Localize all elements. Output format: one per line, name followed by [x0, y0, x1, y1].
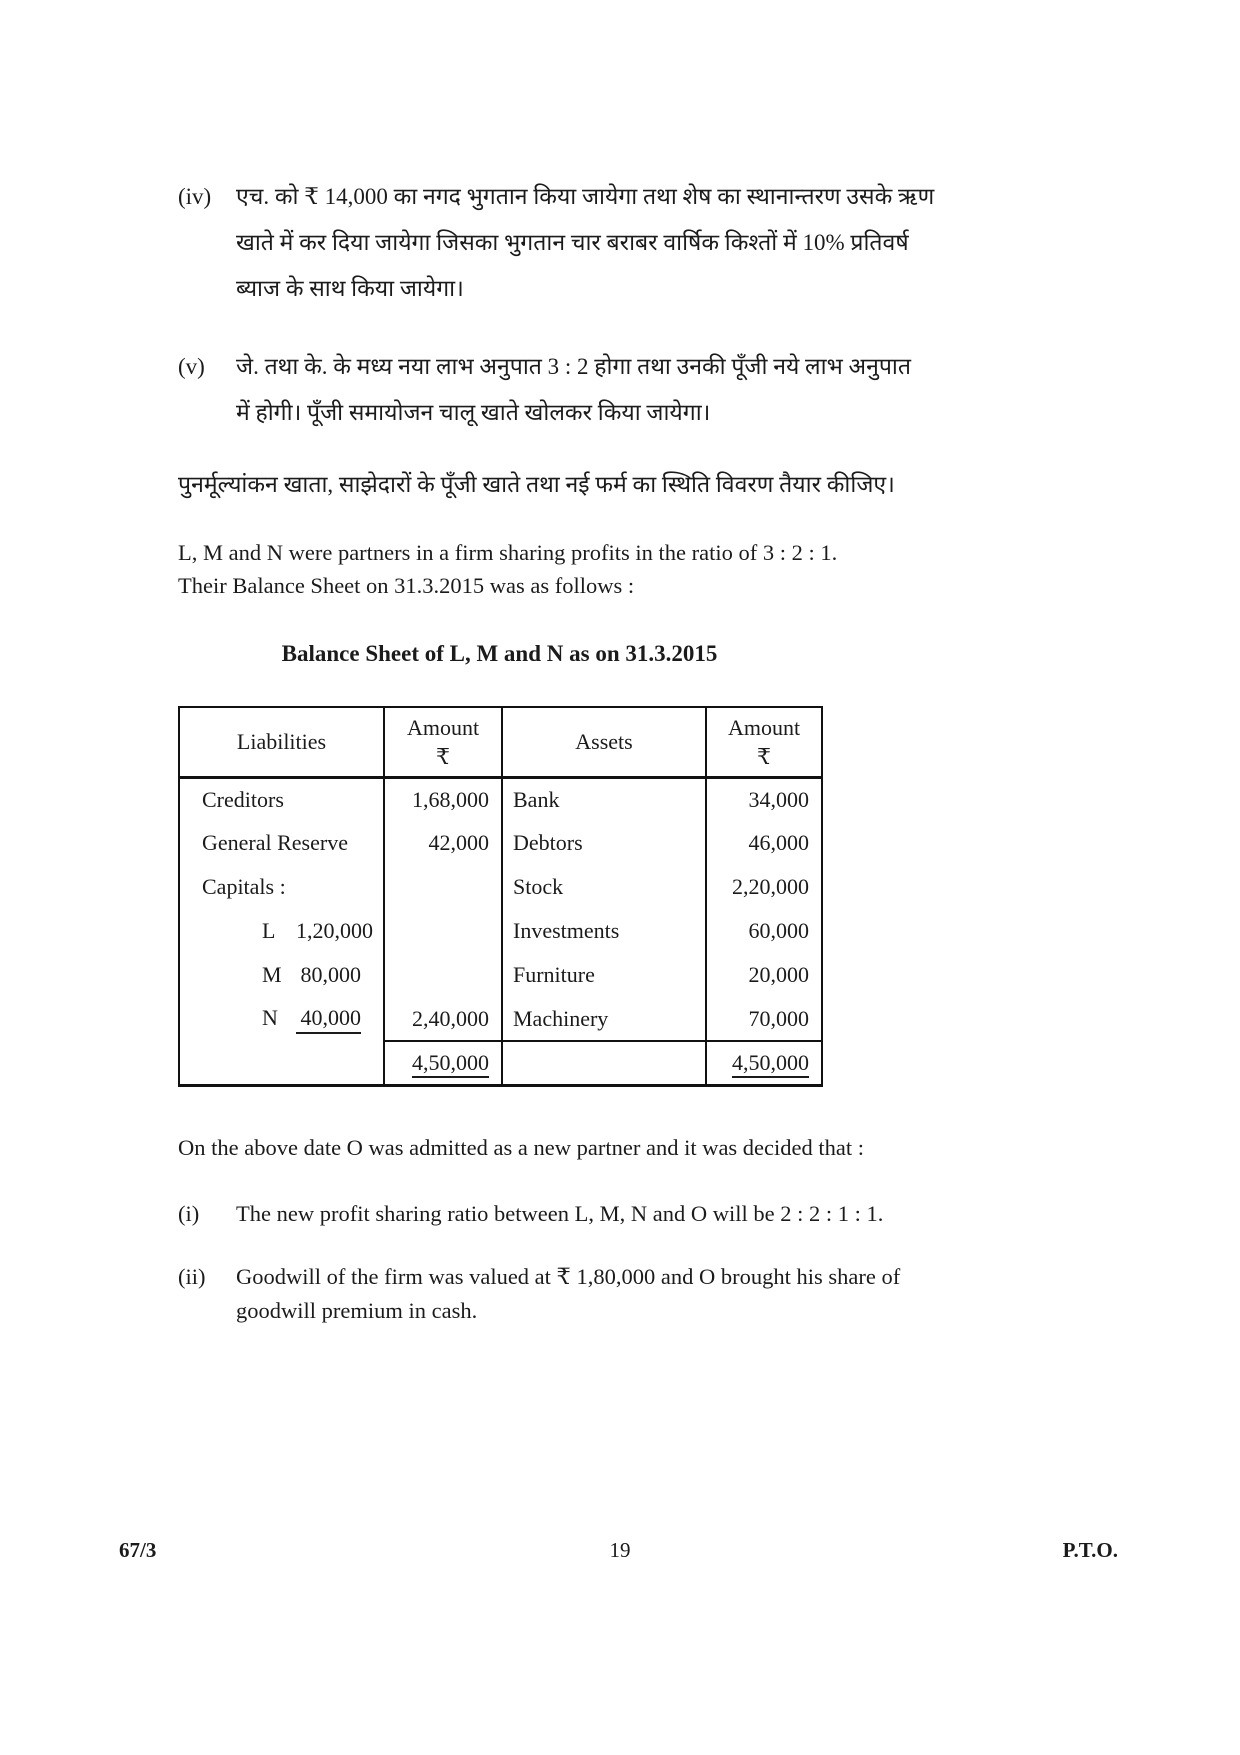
- item-v-line-2: में होगी। पूँजी समायोजन चालू खाते खोलकर किया जायेगा।: [236, 400, 711, 425]
- header-liabilities-label: Liabilities: [236, 729, 327, 755]
- item-iv-label: (iv): [178, 184, 212, 209]
- question-item-iv: [178, 174, 1116, 312]
- item-i-line-1: The new profit sharing ratio between L, M, N and O will be 2 : 2 : 1 : 1.: [236, 1200, 884, 1226]
- item-v-text: [236, 344, 911, 436]
- asset-cell: Furniture: [502, 953, 706, 997]
- intro-line-2: Their Balance Sheet on 31.3.2015 was as follows :: [178, 573, 635, 598]
- liability-cell: [179, 909, 384, 953]
- asset-cell: Machinery: [502, 997, 706, 1041]
- page-number: 19: [609, 1538, 631, 1562]
- asset-amount-cell: 46,000: [706, 821, 822, 865]
- liability-amount-cell: 1,68,000: [384, 777, 502, 821]
- header-assets: [502, 707, 706, 777]
- totals-row: [179, 1041, 822, 1085]
- item-iv-line-3: ब्याज के साथ किया जायेगा।: [236, 276, 464, 301]
- balance-sheet-header-row: [179, 707, 822, 777]
- intro-english: [178, 536, 1116, 602]
- capital-partner: N: [262, 1004, 278, 1030]
- asset-amount-cell: 60,000: [706, 909, 822, 953]
- liability-cell: Capitals :: [202, 874, 286, 899]
- table-row: [179, 953, 822, 997]
- item-i-text: [236, 1197, 883, 1230]
- liability-amount-cell: [384, 865, 502, 909]
- capital-entry: [180, 1005, 383, 1034]
- rupee-symbol-left: ₹: [436, 743, 450, 769]
- asset-cell: Debtors: [502, 821, 706, 865]
- instruction-hindi: पुनर्मूल्यांकन खाता, साझेदारों के पूँजी खाते तथा नई फर्म का स्थिति विवरण तैयार कीजिए।: [178, 472, 895, 497]
- condition-item-i: [178, 1197, 1116, 1230]
- asset-amount-cell: 34,000: [706, 777, 822, 821]
- header-assets-label: Assets: [575, 729, 633, 755]
- liability-amount-cell: 2,40,000: [384, 997, 502, 1041]
- asset-amount-cell: 20,000: [706, 953, 822, 997]
- item-ii-line-2: goodwill premium in cash.: [236, 1297, 478, 1323]
- capital-entry: [180, 918, 383, 944]
- capital-value-underlined: 40,000: [296, 1005, 361, 1034]
- item-iv-line-1: एच. को ₹ 14,000 का नगद भुगतान किया जायेगा तथा शेष का स्थानान्तरण उसके ऋण: [236, 184, 935, 209]
- rupee-symbol-right: ₹: [757, 743, 771, 769]
- item-ii-label: (ii): [178, 1263, 206, 1289]
- admission-note: On the above date O was admitted as a new partner and it was decided that :: [178, 1134, 865, 1160]
- item-ii-line-1: Goodwill of the firm was valued at ₹ 1,80,000 and O brought his share of: [236, 1263, 901, 1289]
- table-row: [179, 909, 822, 953]
- totals-assets-empty-cell: [502, 1041, 706, 1085]
- liabilities-total-value: 4,50,000: [412, 1050, 489, 1078]
- page-footer: [0, 1538, 1240, 1568]
- liability-amount-cell: [384, 909, 502, 953]
- intro-line-1: L, M and N were partners in a firm sharing profits in the ratio of 3 : 2 : 1.: [178, 540, 838, 565]
- asset-cell: Investments: [502, 909, 706, 953]
- item-v-line-1: जे. तथा के. के मध्य नया लाभ अनुपात 3 : 2 होगा तथा उनकी पूँजी नये लाभ अनुपात: [236, 354, 912, 379]
- liability-cell: General Reserve: [202, 830, 348, 855]
- asset-amount-cell: 70,000: [706, 997, 822, 1041]
- paper-code: 67/3: [119, 1538, 157, 1562]
- header-amount-right: [706, 707, 822, 777]
- table-row: [179, 821, 822, 865]
- asset-cell: Stock: [502, 865, 706, 909]
- header-amount-right-label: Amount: [727, 714, 801, 740]
- liability-amount-cell: 42,000: [384, 821, 502, 865]
- assets-total-value: 4,50,000: [732, 1050, 809, 1078]
- item-iv-line-2: खाते में कर दिया जायेगा जिसका भुगतान चार बराबर वार्षिक किश्तों में 10% प्रतिवर्ष: [236, 230, 909, 255]
- asset-amount-cell: 2,20,000: [706, 865, 822, 909]
- question-item-v: [178, 344, 1116, 436]
- pto-label: P.T.O.: [1062, 1538, 1118, 1562]
- capital-value: 1,20,000: [296, 918, 373, 943]
- item-iv-text: [236, 174, 934, 312]
- capital-entry: [180, 962, 383, 988]
- liability-amount-cell: [384, 953, 502, 997]
- liabilities-total-cell: [384, 1041, 502, 1085]
- liability-cell: [179, 953, 384, 997]
- table-row: [179, 997, 822, 1041]
- capital-value: 80,000: [300, 962, 361, 987]
- item-i-label: (i): [178, 1200, 200, 1226]
- balance-sheet-title: Balance Sheet of L, M and N as on 31.3.2015: [281, 641, 718, 666]
- table-row: [179, 865, 822, 909]
- totals-empty-cell: [179, 1041, 384, 1085]
- liability-cell: [179, 997, 384, 1041]
- header-amount-left: [384, 707, 502, 777]
- condition-item-ii: [178, 1260, 1116, 1329]
- capital-partner: L: [262, 918, 276, 943]
- balance-sheet-table: [178, 706, 823, 1087]
- header-amount-left-label: Amount: [406, 714, 480, 740]
- table-row: [179, 777, 822, 821]
- item-v-label: (v): [178, 354, 205, 379]
- assets-total-cell: [706, 1041, 822, 1085]
- header-liabilities: [179, 707, 384, 777]
- liability-cell: Creditors: [202, 786, 284, 812]
- capital-partner: M: [262, 962, 282, 987]
- asset-cell: Bank: [502, 777, 706, 821]
- item-ii-text: [236, 1260, 900, 1329]
